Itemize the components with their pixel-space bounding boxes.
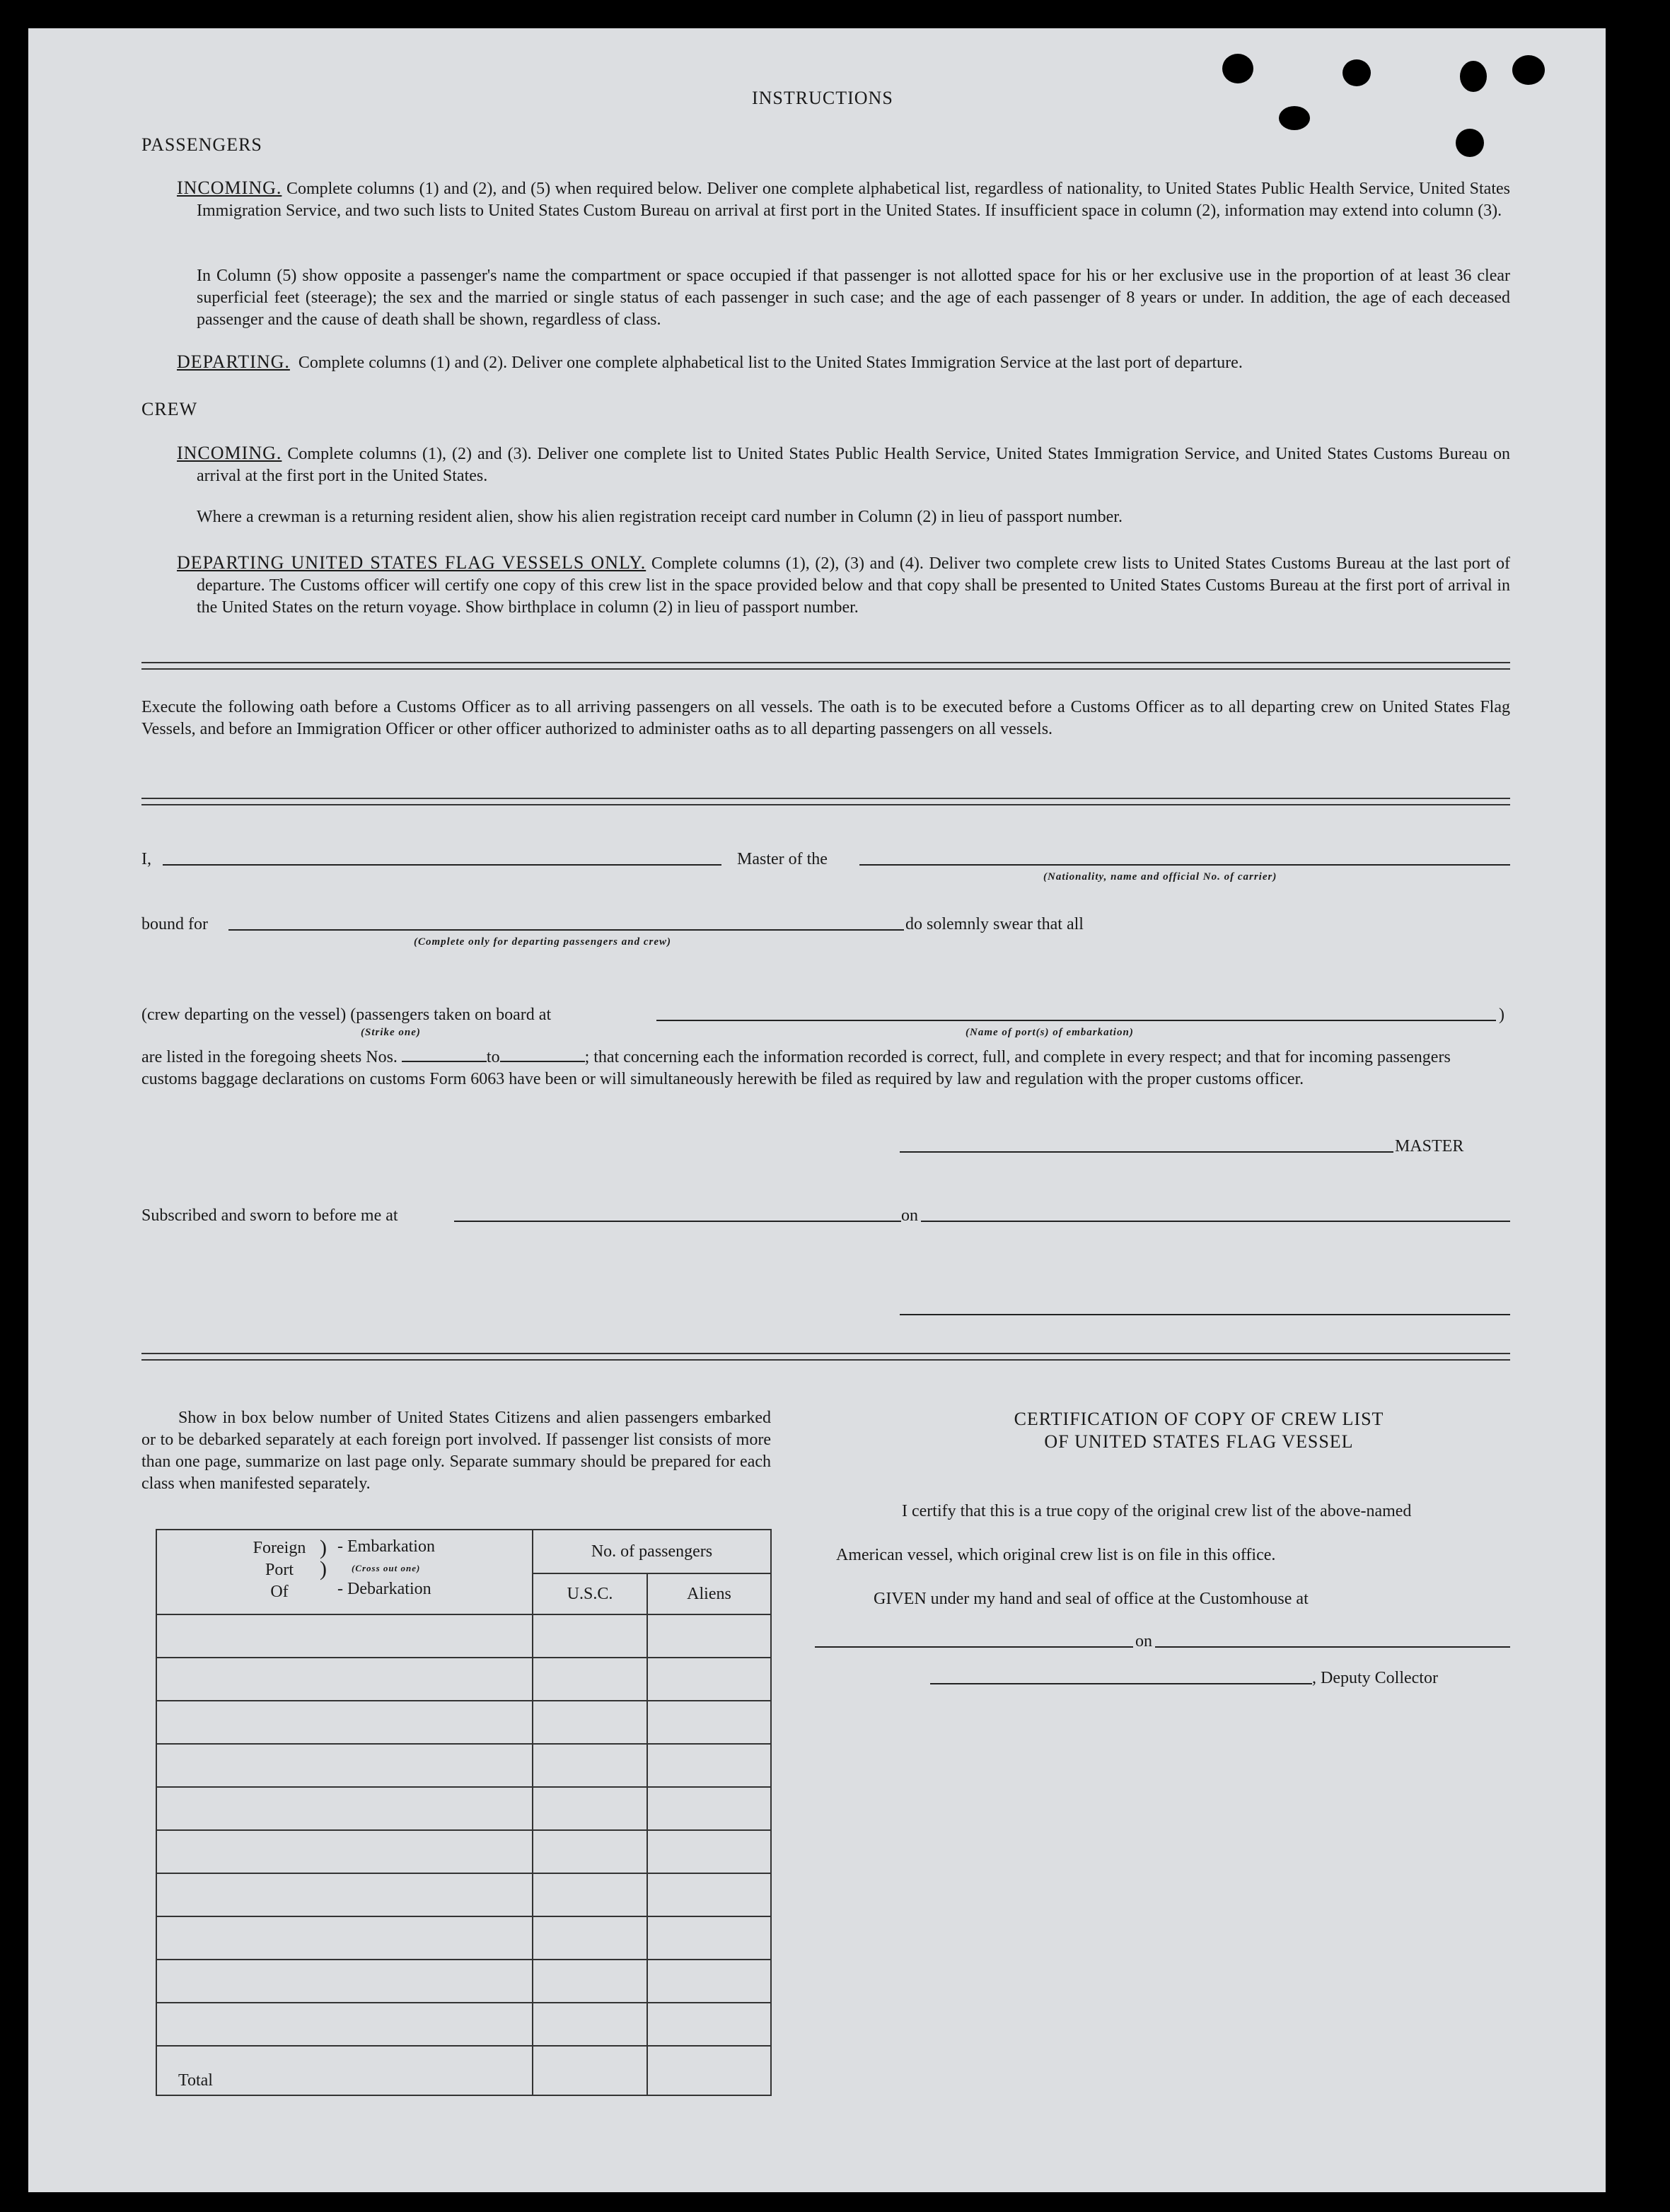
crew-departing-paragraph [177,552,1510,619]
table-row [156,2003,771,2046]
certify-line-1: I certify that this is a true copy of the original crew list of the above-named [902,1502,1412,1520]
aliens-header: Aliens [647,1573,771,1614]
bound-for-field[interactable] [228,929,904,931]
passengers-incoming-label: INCOMING. [177,177,282,198]
listed-rest: ; that concerning each the information recorded is correct, full, and complete in every respect; and that for incoming passengers customs baggage declarations on customs Form 6063 have been or will simultaneously herewith be filed as required by law and regulation with the proper customs officer. [141,1048,1451,1088]
deputy-signature-field[interactable] [930,1683,1312,1684]
passengers-departing-label: DEPARTING. [177,351,290,372]
punch-hole [1343,59,1371,86]
total-label: Total [156,2046,533,2095]
master-signature-field[interactable] [900,1151,1393,1153]
aliens-total-cell[interactable] [647,2046,771,2095]
table-row [156,1960,771,2003]
listed-pre: are listed in the foregoing sheets Nos. [141,1048,398,1066]
table-row [156,1658,771,1701]
usc-cell[interactable] [533,1614,647,1658]
page-title: INSTRUCTIONS [752,88,893,108]
port-cell[interactable] [156,2003,533,2046]
master-name-field[interactable] [163,864,721,866]
foreign-port-header: Foreign Port Of ) ) - Embarkation (Cross out one) - Debarkation [156,1530,533,1614]
certify-on-label: on [1135,1632,1152,1651]
usc-cell[interactable] [533,1658,647,1701]
table-row [156,1701,771,1744]
usc-cell[interactable] [533,1916,647,1960]
subscribed-label: Subscribed and sworn to before me at [141,1206,398,1225]
of-label: Of [270,1583,289,1601]
port-cell[interactable] [156,1744,533,1787]
usc-cell[interactable] [533,1830,647,1873]
aliens-cell[interactable] [647,1787,771,1830]
aliens-cell[interactable] [647,1744,771,1787]
aliens-cell[interactable] [647,1658,771,1701]
port-cell[interactable] [156,1873,533,1916]
divider [141,798,1510,805]
to-label: to [486,1048,500,1066]
usc-cell[interactable] [533,1960,647,2003]
certify-date-field[interactable] [1155,1646,1510,1648]
divider [141,1353,1510,1361]
usc-cell[interactable] [533,1744,647,1787]
punch-hole [1460,61,1487,92]
sworn-place-field[interactable] [454,1221,901,1222]
bound-caption: (Complete only for departing passengers and crew) [414,936,671,948]
passengers-incoming-paragraph [177,177,1510,222]
table-row [156,1916,771,1960]
aliens-cell[interactable] [647,2003,771,2046]
table-row [156,1787,771,1830]
crew-departing-label: DEPARTING UNITED STATES FLAG VESSELS ONLY. [177,552,646,573]
crew-incoming-paragraph [177,442,1510,487]
aliens-cell[interactable] [647,1873,771,1916]
port-cell[interactable] [156,1614,533,1658]
oath-i-label: I, [141,850,151,868]
usc-cell[interactable] [533,1701,647,1744]
total-row [156,2046,771,2095]
certify-line-3: GIVEN under my hand and seal of office at the Customhouse at [874,1590,1309,1608]
table-row [156,1744,771,1787]
customhouse-field[interactable] [815,1646,1133,1648]
passenger-summary-table [156,1529,772,2096]
debarkation-label: - Debarkation [337,1580,431,1598]
usc-cell[interactable] [533,2003,647,2046]
crew-incoming-label: INCOMING. [177,443,282,463]
divider [141,662,1510,670]
punch-hole [1456,129,1484,157]
crew-incoming-text: Complete columns (1), (2) and (3). Deliver one complete list to United States Public Health Service, United States Immigration Service, and United States Customs Bureau on arrival at the first port in the United States. [197,445,1511,485]
cross-out-caption: (Cross out one) [352,1563,421,1573]
ports-field[interactable] [656,1020,1496,1021]
port-cell[interactable] [156,1830,533,1873]
aliens-cell[interactable] [647,1701,771,1744]
master-label: MASTER [1395,1137,1464,1156]
bound-for-label: bound for [141,915,208,933]
swear-text: do solemnly swear that all [905,915,1084,933]
sheet-to-field[interactable] [500,1047,585,1062]
strike-caption: (Strike one) [361,1027,421,1038]
punch-hole [1279,106,1310,130]
usc-total-cell[interactable] [533,2046,647,2095]
table-row [156,1830,771,1873]
crew-heading: CREW [141,399,198,419]
close-paren: ) [1499,1006,1504,1024]
crew-departing-text: (crew departing on the vessel) (passengers taken on board at [141,1006,552,1024]
port-label: Port [265,1561,294,1579]
sworn-date-field[interactable] [921,1221,1510,1222]
form-page [28,28,1606,2192]
punch-hole [1222,54,1253,83]
port-cell[interactable] [156,1960,533,2003]
crew-alien-paragraph: Where a crewman is a returning resident alien, show his alien registration receipt card number in Column (2) in lieu of passport number. [197,508,1123,526]
foreign-label: Foreign [253,1539,306,1557]
usc-cell[interactable] [533,1787,647,1830]
passengers-incoming-text: Complete columns (1) and (2), and (5) when required below. Deliver one complete alphabetical list, regardless of nationality, to United States Public Health Service, United States Immigration Service, and two such lists to United States Custom Bureau on arrival at first port in the United States. If insufficient space in column (2), information may extend into column (3). [197,180,1510,220]
no-passengers-header: No. of passengers [533,1530,771,1573]
officer-signature-field[interactable] [900,1314,1510,1315]
aliens-cell[interactable] [647,1960,771,2003]
table-row [156,1873,771,1916]
aliens-cell[interactable] [647,1916,771,1960]
master-of-label: Master of the [737,850,828,868]
sheet-from-field[interactable] [402,1047,487,1062]
port-cell[interactable] [156,1658,533,1701]
carrier-field[interactable] [859,864,1510,866]
passengers-departing-paragraph [177,351,1510,374]
port-cell[interactable] [156,1916,533,1960]
table-row [156,1614,771,1658]
usc-header: U.S.C. [533,1573,647,1614]
oath-intro: Execute the following oath before a Customs Officer as to all arriving passengers on all vessels. The oath is to be executed before a Customs Officer as to all departing crew on United States Flag Vessels, and before an Immigration Officer or other officer authorized to administer oaths as to all departing passengers on all vessels. [141,698,1510,738]
certify-line-2: American vessel, which original crew list is on file in this office. [836,1546,1276,1564]
aliens-cell[interactable] [647,1830,771,1873]
passengers-heading: PASSENGERS [141,134,262,155]
deputy-collector-label: , Deputy Collector [1312,1669,1438,1687]
column5-paragraph: In Column (5) show opposite a passenger's name the compartment or space occupied if that passenger is not allotted space for his or her exclusive use in the proportion of at least 36 clear superficial feet (steerage); the sex and the married or single status of each passenger in such case; and the age of each passenger of 8 years or under. In addition, the age of each deceased passenger and the cause of death shall be shown, regardless of class. [197,267,1510,329]
on-label: on [901,1206,918,1225]
listed-line [141,1047,1510,1090]
ports-caption: (Name of port(s) of embarkation) [966,1027,1134,1038]
embarkation-label: - Embarkation [337,1537,435,1556]
certification-title-2: OF UNITED STATES FLAG VESSEL [1044,1431,1354,1452]
aliens-cell[interactable] [647,1614,771,1658]
port-cell[interactable] [156,1701,533,1744]
usc-cell[interactable] [533,1873,647,1916]
passengers-departing-text: Complete columns (1) and (2). Deliver one complete alphabetical list to the United States Immigration Service at the last port of departure. [298,354,1243,372]
nationality-caption: (Nationality, name and official No. of carrier) [1043,871,1277,883]
port-cell[interactable] [156,1787,533,1830]
certification-title-1: CERTIFICATION OF COPY OF CREW LIST [1014,1409,1384,1429]
punch-hole [1512,55,1545,85]
summary-text: Show in box below number of United States Citizens and alien passengers embarked or to be debarked separately at each foreign port involved. If passenger list consists of more than one page, summarize on last page only. Separate summary should be prepared for each class when manifested separately. [141,1409,771,1493]
crew-departing-text: Complete columns (1), (2), (3) and (4). Deliver two complete crew lists to United States Customs Bureau at the last port of departure. The Customs officer will certify one copy of this crew list in the space provided below and that copy shall be presented to United States Customs Bureau at the first port of arrival in the United States on the return voyage. Show birthplace in column (2) in lieu of passport number. [197,554,1510,617]
